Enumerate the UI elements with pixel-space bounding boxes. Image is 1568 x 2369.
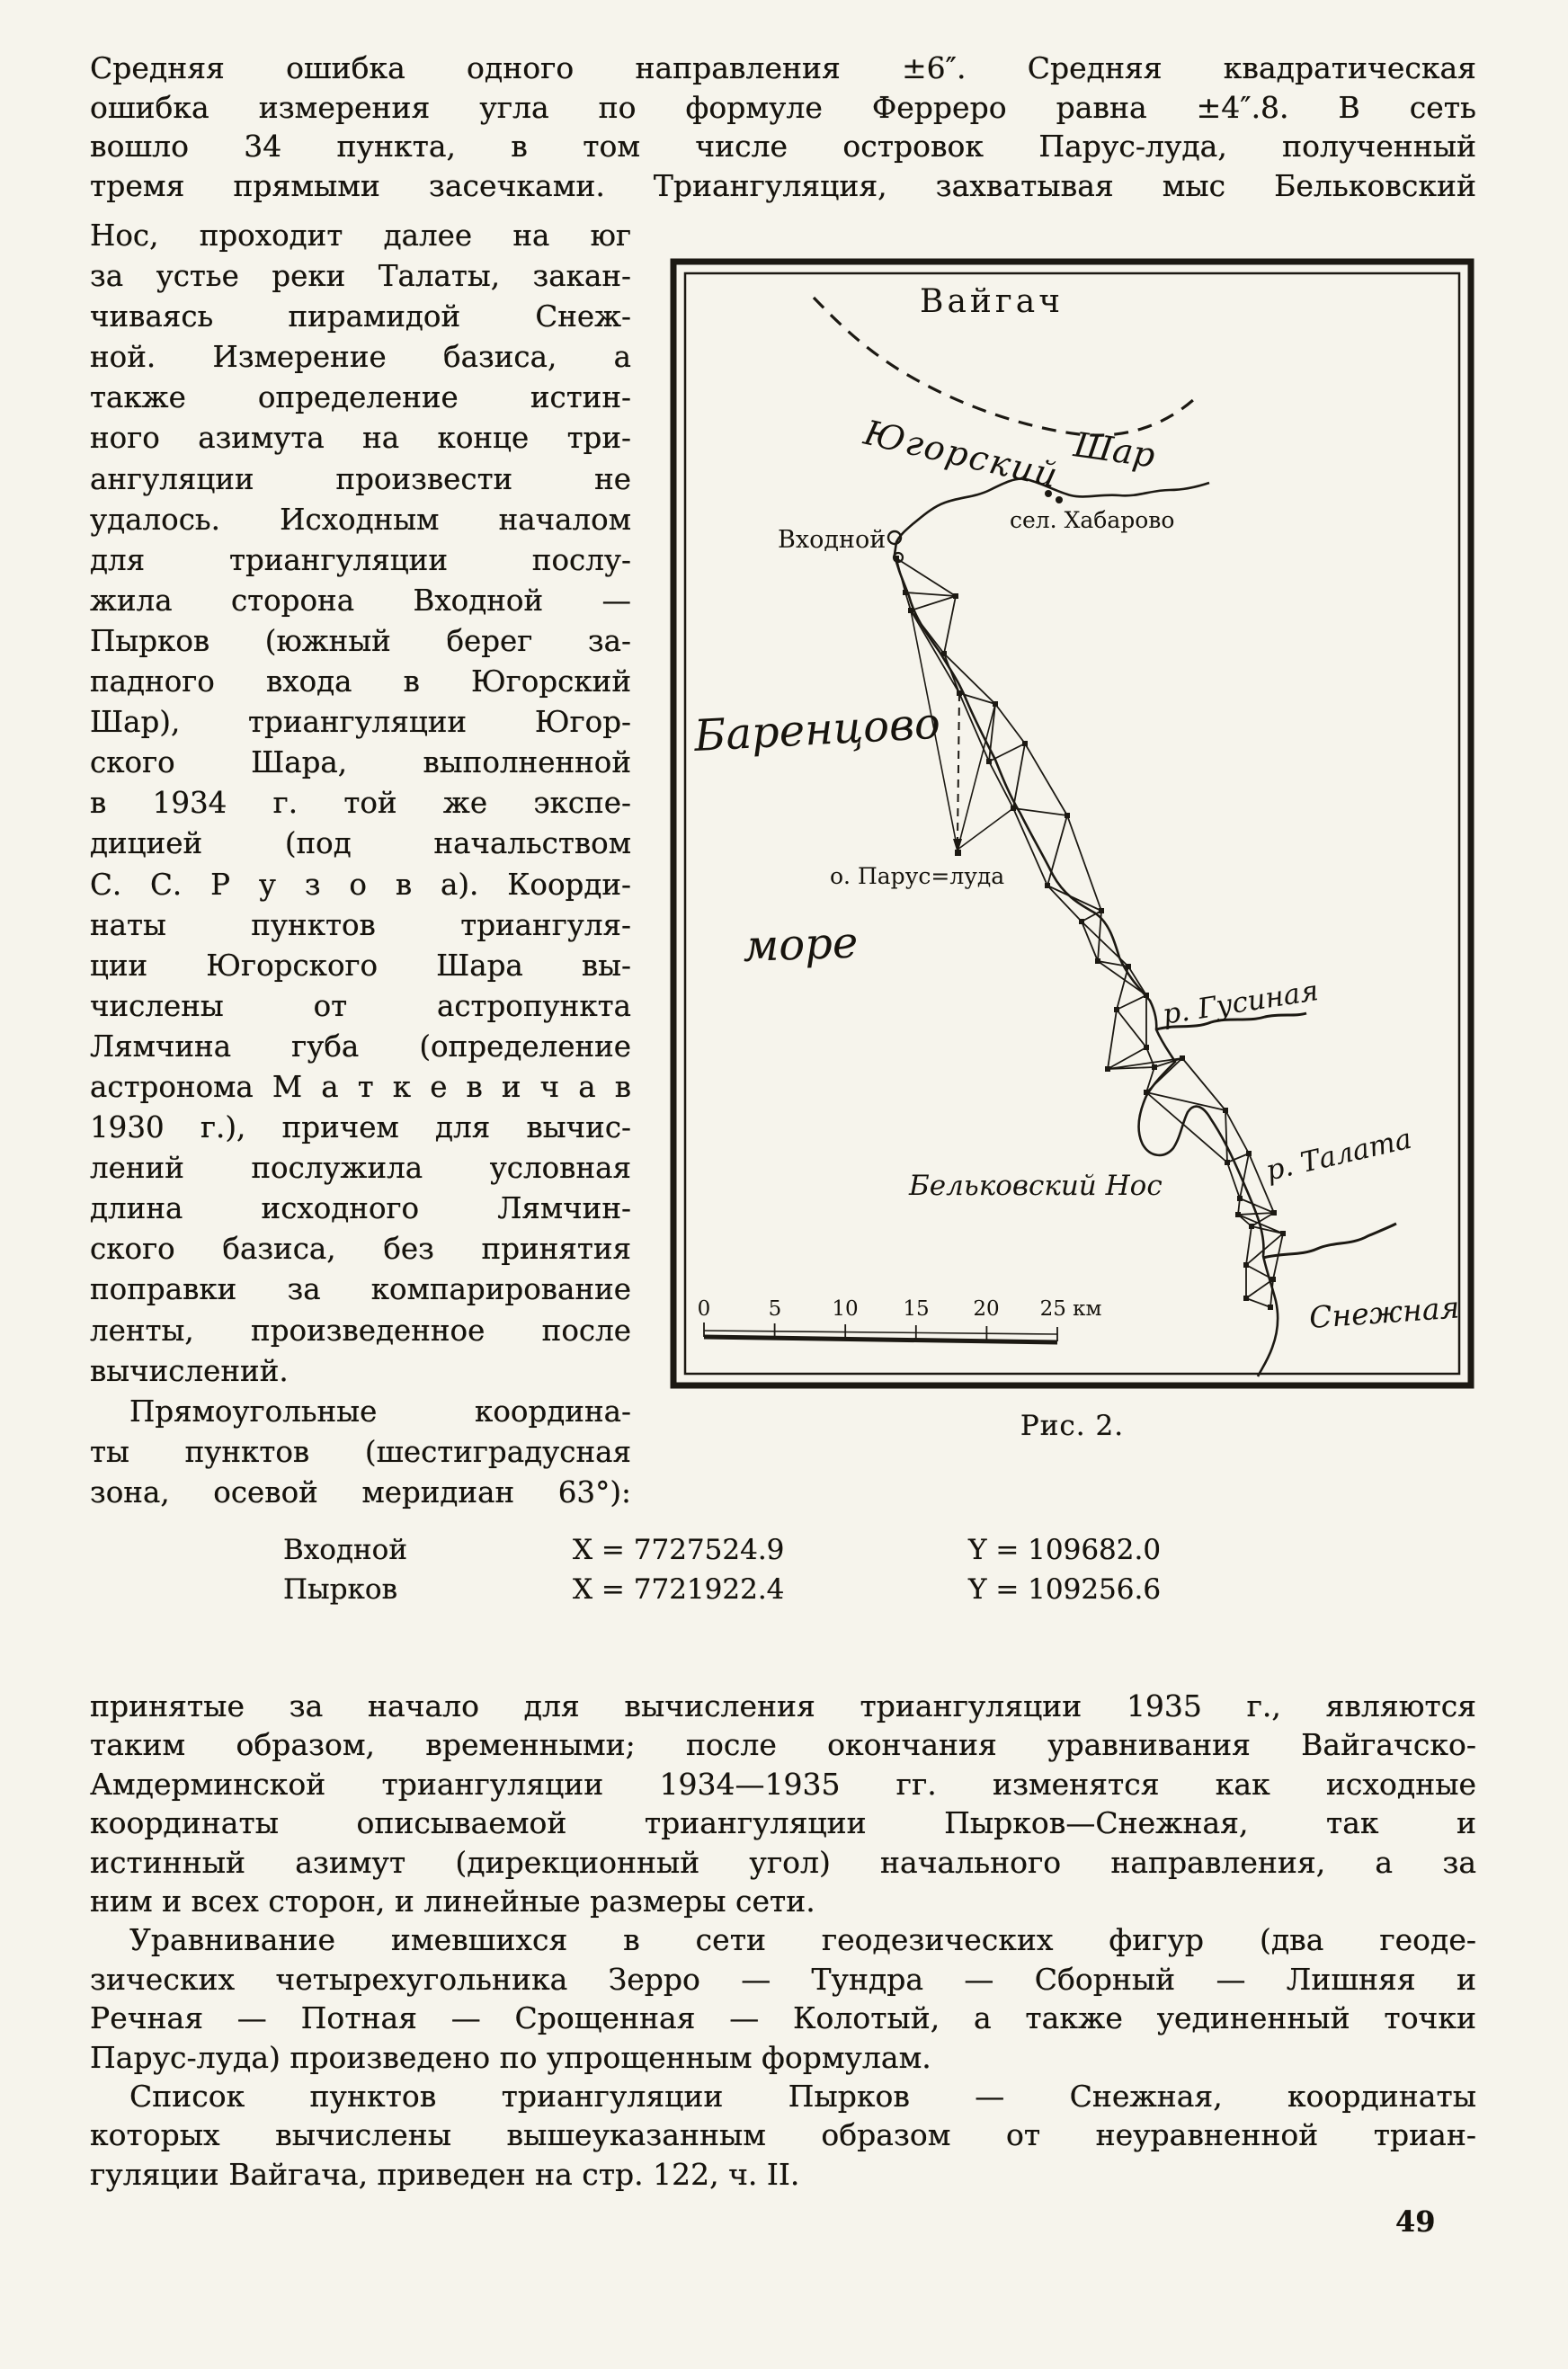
text-line: числены от астропункта	[90, 988, 631, 1023]
text-line: Парус-луда) произведено по упрощенным формулам.	[90, 2039, 931, 2075]
label-talata: р. Талата	[1262, 1122, 1415, 1188]
left-column	[90, 216, 631, 1513]
text-line: ты пунктов (шестиградусная	[90, 1434, 631, 1469]
text-line: чиваясь пирамидой Снеж-	[90, 299, 631, 334]
text-line: Амдерминской триангуляции 1934—1935 гг. изменятся как исходные	[90, 1766, 1476, 1802]
text-line: ошибка измерения угла по формуле Ферреро равна ±4″.8. В сеть	[90, 89, 1476, 125]
label-parus-luda: о. Парус=луда	[830, 863, 1005, 889]
point-name: Пырков	[283, 1573, 398, 1606]
label-more: море	[742, 917, 860, 972]
map-inner-frame	[685, 273, 1459, 1374]
text-line: гуляции Вайгача, приведен на стр. 122, ч. II.	[90, 2156, 800, 2192]
scale-bar	[698, 1297, 1102, 1342]
label-belkovsky: Бельковский Нос	[909, 1170, 1163, 1202]
text-line: наты пунктов триангуля-	[90, 907, 631, 942]
y-coordinate: Y = 109256.6	[968, 1573, 1162, 1606]
text-line: принятые за начало для вычисления триангуляции 1935 г., являются	[90, 1688, 1476, 1723]
label-snezhnaya: Снежная	[1307, 1289, 1461, 1335]
text-line: также определение истин-	[90, 380, 631, 415]
label-vkhodnoy: Входной	[778, 526, 886, 554]
parus-luda-point	[955, 850, 961, 856]
label-yugorsky: Югорский	[860, 412, 1063, 496]
text-line: ангуляции произвести не	[90, 461, 631, 496]
text-line: истинный азимут (дирекционный угол) начального направления, а за	[90, 1844, 1476, 1880]
scale-label-5: 5	[768, 1297, 782, 1321]
x-coordinate: X = 7721922.4	[573, 1573, 785, 1606]
text-line: лений послужила условная	[90, 1151, 631, 1186]
scale-label-25km: 25 км	[1039, 1297, 1102, 1321]
point-name: Входной	[283, 1534, 408, 1566]
text-line: Средняя ошибка одного направления ±6″. Средняя квадратическая	[90, 50, 1476, 85]
text-line: С. С. Р у з о в а). Коорди-	[90, 867, 631, 902]
text-line: жила сторона Входной —	[90, 583, 631, 618]
text-line: которых вычислены вышеуказанным образом от неуравненной триан-	[90, 2117, 1476, 2153]
text-line: дицией (под начальством	[90, 826, 631, 861]
text-line: Шар), триангуляции Югор-	[90, 705, 631, 740]
text-line: длина исходного Лямчин-	[90, 1191, 631, 1226]
text-line: астронома М а т к е в и ч а в	[90, 1069, 631, 1104]
text-line: Пырков (южный берег за-	[90, 623, 631, 658]
text-line: ной. Измерение базиса, а	[90, 340, 631, 375]
label-barentsovo: Баренцово	[692, 698, 942, 761]
text-line: зона, осевой меридиан 63°):	[90, 1474, 631, 1510]
text-line: в 1934 г. той же экспе-	[90, 786, 631, 821]
text-line: вошло 34 пункта, в том числе островок Парус-луда, полученный	[90, 129, 1476, 164]
scale-label-10: 10	[832, 1297, 859, 1321]
text-line: ского базиса, без принятия	[90, 1232, 631, 1267]
intro-paragraph	[90, 49, 1476, 205]
text-line: ного азимута на конце три-	[90, 421, 631, 456]
scale-label-15: 15	[903, 1297, 930, 1321]
text-line: таким образом, временными; после окончания уравнивания Вайгачско-	[90, 1727, 1476, 1763]
text-line: ним и всех сторон, и линейные размеры сети.	[90, 1884, 815, 1919]
text-line: зических четырехугольника Зерро — Тундра — Сборный — Лишняя и	[90, 1961, 1476, 1997]
label-vaygach: Вайгач	[920, 283, 1065, 320]
text-line: ции Югорского Шара вы-	[90, 948, 631, 983]
bottom-paragraphs	[90, 1687, 1476, 2194]
scale-label-0: 0	[697, 1297, 711, 1321]
text-line: тремя прямыми засечками. Триангуляция, захватывая мыс Бельковский	[90, 167, 1476, 203]
text-line: вычислений.	[90, 1353, 289, 1388]
label-khabarovo: сел. Хабарово	[1010, 507, 1175, 533]
text-line: ленты, произведенное после	[90, 1313, 631, 1348]
khabarovo-dot	[1056, 496, 1063, 503]
text-line: Прямоугольные координа-	[129, 1394, 631, 1429]
y-coordinate: Y = 109682.0	[968, 1534, 1162, 1566]
scale-label-20: 20	[973, 1297, 1000, 1321]
text-line: 1930 г.), причем для вычис-	[90, 1110, 631, 1145]
triangulation-map-figure	[670, 258, 1474, 1389]
text-line: для триангуляции послу-	[90, 542, 631, 577]
talata-river	[1263, 1224, 1396, 1258]
text-line: поправки за компарирование	[90, 1272, 631, 1307]
text-line: Речная — Потная — Срощенная — Колотый, а также уединенный точки	[90, 2000, 1476, 2036]
text-line: ского Шара, выполненной	[90, 745, 631, 780]
text-line: удалось. Исходным началом	[90, 502, 631, 537]
figure-caption: Рис. 2.	[1020, 1410, 1125, 1442]
text-line: Нос, проходит далее на юг	[90, 218, 631, 253]
text-line: Уравнивание имевшихся в сети геодезических фигур (два геоде-	[129, 1922, 1476, 1958]
text-line: Список пунктов триангуляции Пырков — Снежная, координаты	[129, 2079, 1476, 2115]
page-number: 49	[1395, 2204, 1436, 2239]
text-line: падного входа в Югорский	[90, 664, 631, 699]
label-shar: Шар	[1071, 424, 1158, 476]
map-outer-frame	[673, 262, 1471, 1385]
text-line: координаты описываемой триангуляции Пырков—Снежная, так и	[90, 1805, 1476, 1841]
label-gusinaya: р. Гусиная	[1160, 974, 1321, 1031]
x-coordinate: X = 7727524.9	[573, 1534, 785, 1566]
text-line: Лямчина губа (определение	[90, 1029, 631, 1064]
text-line: за устье реки Талаты, закан-	[90, 259, 631, 294]
